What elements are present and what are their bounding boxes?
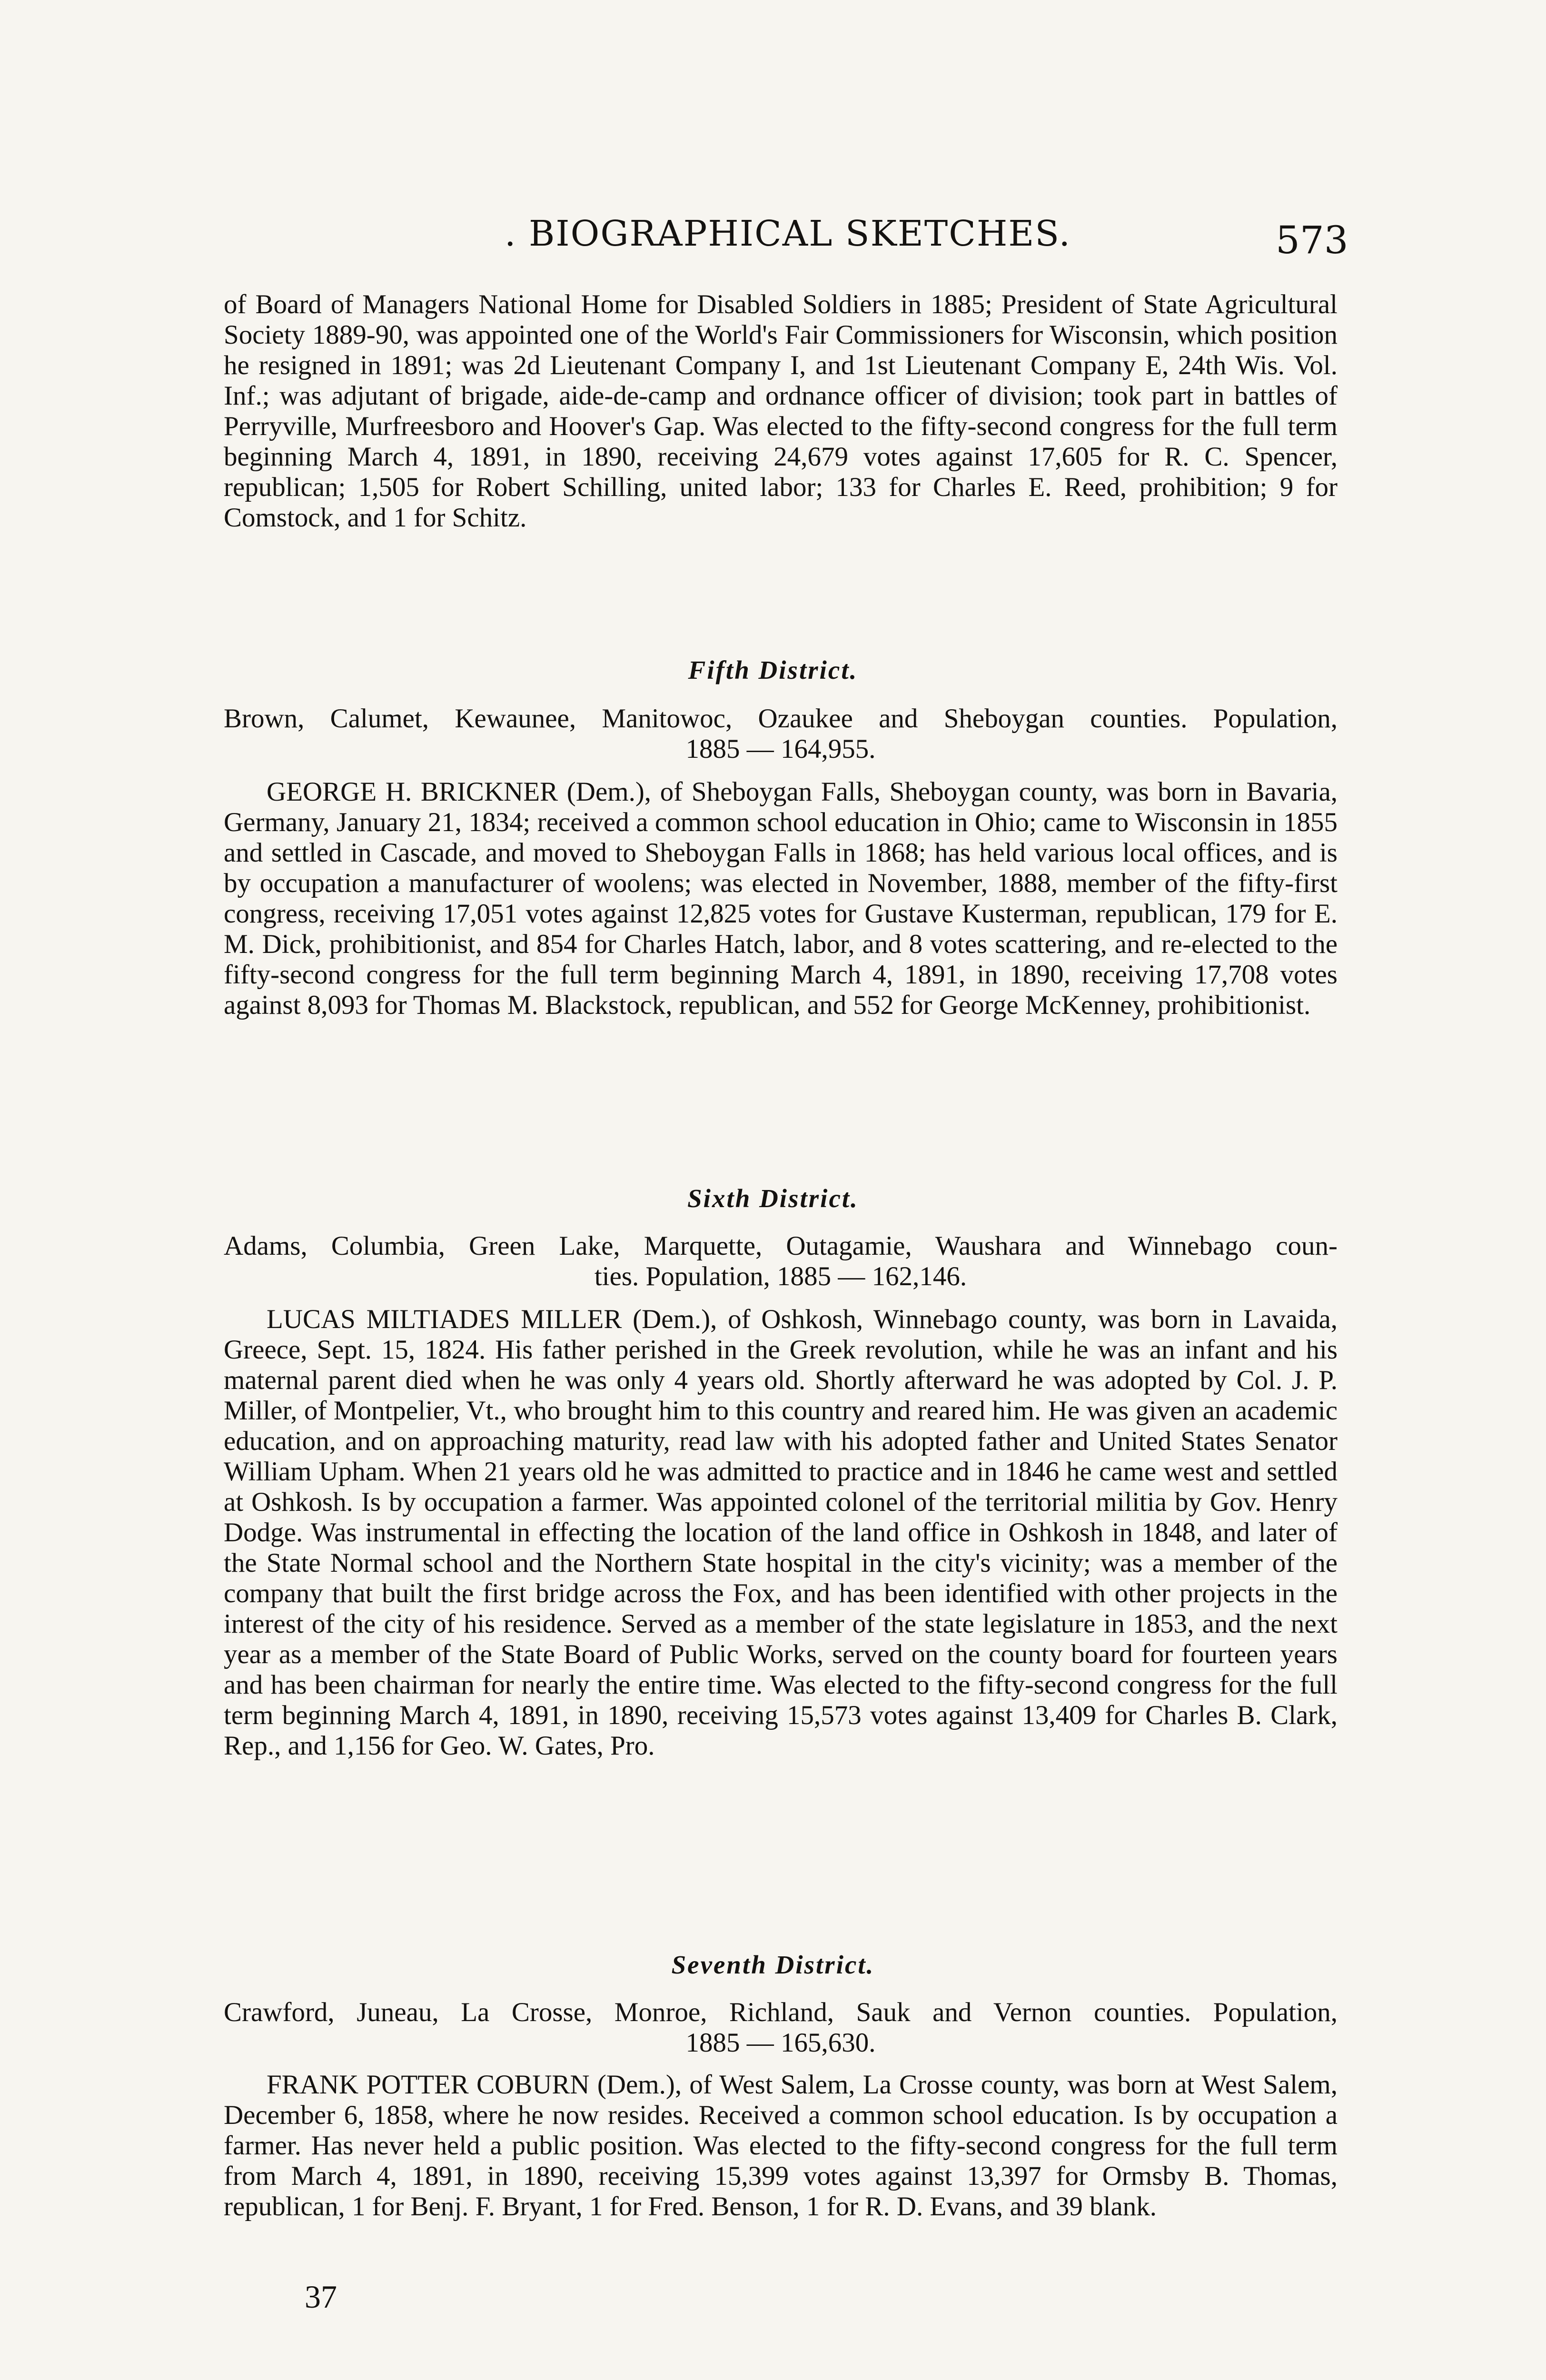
signature-mark: 37	[305, 2279, 337, 2315]
continued-biography: of Board of Managers National Home for Disabled Soldiers in 1885; President of State Agricultural Society 1889-90, was appointed one of the World's Fair Commissioners for Wisconsin, which position he resigned in 1891; was 2d Lieutenant Company I, and 1st Lieutenant Company E, 24th Wis. Vol. Inf.; was adjutant of brigade, aide-de-camp and ordnance officer of division; took part in battles of Perryville, Murfreesboro and Hoover's Gap. Was elected to the fifty-second congress for the full term beginning March 4, 1891, in 1890, receiving 24,679 votes against 17,605 for R. C. Spencer, republican; 1,505 for Robert Schilling, united labor; 133 for Charles E. Reed, prohibition; 9 for Comstock, and 1 for Schitz.	[224, 289, 1338, 533]
biography-miller: LUCAS MILTIADES MILLER (Dem.), of Oshkosh, Winnebago county, was born in Lavaida, Greece, Sept. 15, 1824. His father perished in the Greek revolution, while he was an infant and his maternal parent died when he was only 4 years old. Shortly afterward he was adopted by Col. J. P. Miller, of Montpelier, Vt., who brought him to this country and reared him. He was given an academic education, and on approaching maturity, read law with his adopted father and United States Senator William Upham. When 21 years old he was admitted to practice and in 1846 he came west and settled at Oshkosh. Is by occupation a farmer. Was appointed colonel of the territorial militia by Gov. Henry Dodge. Was instrumental in effecting the location of the land office in Oshkosh in 1848, and later of the State Normal school and the Northern State hospital in the city's vicinity; was a member of the company that built the first bridge across the Fox, and has been identified with other projects in the interest of the city of his residence. Served as a member of the state legislature in 1853, and the next year as a member of the State Board of Public Works, served on the county board for fourteen years and has been chairman for nearly the entire time. Was elected to the fifty-second congress for the full term beginning March 4, 1891, in 1890, receiving 15,573 votes against 13,409 for Charles B. Clark, Rep., and 1,156 for Geo. W. Gates, Pro.	[224, 1304, 1338, 1761]
biography-brickner: GEORGE H. BRICKNER (Dem.), of Sheboygan Falls, Sheboygan county, was born in Bavaria, Germany, January 21, 1834; received a common school education in Ohio; came to Wisconsin in 1855 and settled in Cascade, and moved to Sheboygan Falls in 1868; has held various local offices, and is by occupation a manufacturer of woolens; was elected in November, 1888, member of the fifty-first congress, receiving 17,051 votes against 12,825 votes for Gustave Kusterman, republican, 179 for E. M. Dick, prohibitionist, and 854 for Charles Hatch, labor, and 8 votes scattering, and re-elected to the fifty-second congress for the full term beginning March 4, 1891, in 1890, receiving 17,708 votes against 8,093 for Thomas M. Blackstock, republican, and 552 for George McKenney, prohibitionist.	[224, 777, 1338, 1020]
district-heading-sixth: Sixth District.	[687, 1184, 859, 1213]
district-counties-seventh	[224, 1997, 1338, 2058]
district-heading-seventh: Seventh District.	[671, 1950, 875, 1979]
counties-line: Adams, Columbia, Green Lake, Marquette, Outagamie, Waushara and Winnebago coun-	[224, 1231, 1338, 1261]
population-line: 1885 — 165,630.	[685, 2028, 876, 2058]
counties-line: Crawford, Juneau, La Crosse, Monroe, Richland, Sauk and Vernon counties. Population,	[224, 1997, 1338, 2027]
district-counties-fifth	[224, 704, 1338, 764]
population-line: 1885 — 164,955.	[685, 734, 876, 764]
page-number: 573	[1276, 218, 1348, 262]
population-line: ties. Population, 1885 — 162,146.	[594, 1261, 967, 1291]
biography-coburn: FRANK POTTER COBURN (Dem.), of West Salem, La Crosse county, was born at West Salem, December 6, 1858, where he now resides. Received a common school education. Is by occupation a farmer. Has never held a public position. Was elected to the fifty-second congress for the full term from March 4, 1891, in 1890, receiving 15,399 votes against 13,397 for Ormsby B. Thomas, republican, 1 for Benj. F. Bryant, 1 for Fred. Benson, 1 for R. D. Evans, and 39 blank.	[224, 2070, 1338, 2221]
running-head: . BIOGRAPHICAL SKETCHES.	[505, 213, 1071, 254]
counties-line: Brown, Calumet, Kewaunee, Manitowoc, Ozaukee and Sheboygan counties. Population,	[224, 704, 1338, 734]
district-heading-fifth: Fifth District.	[688, 655, 858, 684]
district-counties-sixth	[224, 1231, 1338, 1292]
